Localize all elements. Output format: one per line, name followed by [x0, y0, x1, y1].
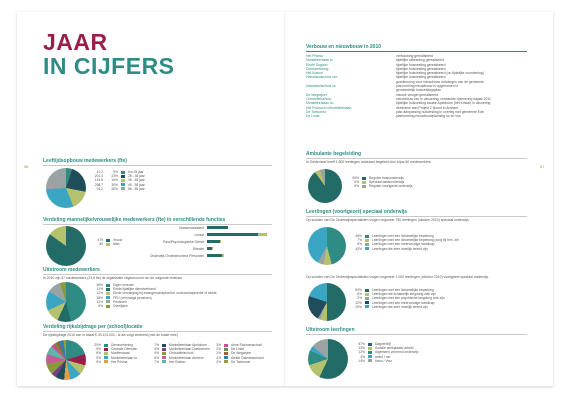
bar-vrouw	[207, 233, 258, 236]
ambulant-pie-chart	[308, 169, 342, 203]
build-location: Het Klabon	[306, 71, 323, 76]
legend-swatch	[224, 348, 228, 351]
build-status: verbouwing gerealiseerd	[396, 54, 433, 58]
legend-value: 143,5	[94, 178, 103, 183]
students-out-legend	[353, 342, 418, 363]
legend-percent: 20%	[94, 343, 101, 347]
build-location: Montelleenlaan to	[306, 58, 333, 63]
legend-label: Diensverlening	[111, 343, 133, 347]
legend-label: Leerlingen met een lichamelijke beperking	[372, 288, 434, 292]
legend-label: Leerlingen met een meervoudige handicap	[372, 242, 435, 247]
build-location: Hamalandschool so	[306, 84, 336, 89]
legend-label: 56 - 65 jaar	[128, 186, 145, 191]
legend-swatch	[162, 344, 166, 347]
legend-label: 26 - 35 jaar	[128, 174, 145, 179]
legend-percent: 42%	[355, 246, 362, 251]
build-status: nieuwe vleugel gerealiseerd	[396, 92, 439, 97]
legend-label: Leerlingen die zeer moeilijk lerend zijn	[372, 246, 428, 251]
build-location: Hamalandschool vso	[306, 75, 338, 80]
legend-percent: 4%	[154, 347, 159, 352]
legend-percent: 13%	[358, 346, 365, 351]
legend-value: 91,2	[96, 186, 103, 191]
build-status: tijdelijke huisvesting gerealiseerd	[396, 66, 446, 71]
legend-label: Einde tijdelijke dienstverband	[113, 287, 156, 292]
page-number-left: 56	[24, 164, 29, 169]
legend-percent: 7%	[357, 238, 362, 243]
page-number-right: 57	[540, 164, 545, 169]
legend-label: Speciaal basisonderwijs	[369, 180, 405, 185]
build-status: plan aanpassing huisvesting in overleg met gemeente Ede	[396, 109, 484, 114]
legend-item	[347, 184, 412, 188]
ambulant-subtitle: In Gelderland heeft 1 800 leerlingen ambulant begeleid door bijna 80 medewerkers.	[306, 160, 432, 164]
build-location: Eindh Support	[306, 62, 328, 67]
funding-legend-col-1	[89, 343, 137, 364]
legend-label: De Toekomst	[231, 359, 251, 364]
legend-value: 41,2	[96, 170, 103, 174]
legend-swatch	[368, 359, 372, 362]
legend-percent: 5%	[354, 180, 359, 185]
legend-value: 201,3	[94, 174, 103, 179]
legend-percent: 2%	[216, 351, 221, 356]
bar-label: Klassenassistent	[179, 225, 204, 230]
legend-label: Vrouw	[113, 238, 123, 242]
legend-percent: 2%	[216, 359, 221, 364]
legend-label: Mortierstraat	[111, 351, 130, 356]
build-location: Christoffelschool	[306, 96, 332, 101]
bar-label: Onderwijs Ondersteunend Personeel	[149, 253, 204, 258]
legend-label: De Wegwijzer	[231, 351, 252, 356]
legend-label: 46 - 55 jaar	[128, 182, 145, 187]
legend-swatch	[104, 356, 108, 359]
legend-percent: 5%	[357, 242, 362, 247]
legend-swatch	[106, 296, 110, 299]
build-location: Montelleenlaan so	[306, 101, 334, 106]
bar-man	[222, 254, 224, 257]
legend-percent: 30%	[111, 182, 118, 187]
bar-row	[129, 253, 273, 258]
legend-label: Man	[113, 242, 120, 247]
legend-item	[91, 187, 145, 191]
build-table	[306, 54, 491, 118]
legend-percent: 7%	[154, 359, 159, 364]
legend-percent: 90%	[352, 176, 359, 180]
legend-percent: 50%	[355, 288, 362, 292]
legend-percent: 12%	[358, 350, 365, 355]
legend-swatch	[121, 171, 125, 174]
legend-label: vmbo / mo	[375, 354, 391, 359]
title-line-1: JAAR	[43, 29, 108, 55]
legend-item	[147, 360, 210, 364]
legend-percent: 2%	[216, 347, 221, 352]
legend-swatch	[121, 187, 125, 190]
legend-swatch	[365, 243, 369, 246]
build-status: tijdelijke huisvesting locatie Apeldoorn (het Kristal) in uitvoering	[396, 101, 491, 106]
funding-legend-col-2	[147, 343, 210, 364]
build-status: gemeentelijk huisvestingsplan	[396, 88, 442, 93]
legend-swatch	[104, 348, 108, 351]
legend-percent: 16%	[96, 295, 103, 300]
gender-legend	[91, 238, 122, 246]
bar-row	[129, 239, 273, 244]
legend-swatch	[104, 344, 108, 347]
legend-label: FPU (vervroegd pensioen)	[113, 295, 152, 300]
legend-percent: 5%	[113, 170, 118, 174]
legend-label: Montelleenlaan to	[111, 355, 138, 360]
outflow-pie-chart	[46, 282, 86, 322]
build-status: tijdelijke uitbreiding gerealiseerd	[396, 58, 445, 63]
legend-label: Montelleenlaan Apeldoorn	[169, 343, 208, 347]
bar-man	[220, 240, 221, 243]
legend-percent: 20%	[355, 304, 362, 309]
legend-swatch	[106, 305, 110, 308]
legend-swatch	[368, 355, 372, 358]
bar-man	[258, 233, 267, 236]
legend-percent: 46%	[96, 283, 103, 287]
legend-percent: 11%	[96, 299, 103, 304]
build-status: planvorming nieuwbouwplanning so en vso	[396, 114, 461, 119]
legend-swatch	[121, 175, 125, 178]
legend-swatch	[162, 348, 166, 351]
legend-percent: 9%	[96, 347, 101, 352]
legend-value: 85	[99, 242, 103, 247]
legend-swatch	[224, 356, 228, 359]
students-out-heading: Uitstroom leerlingen	[306, 327, 355, 333]
brochure-spread	[17, 12, 553, 386]
legend-swatch	[104, 352, 108, 355]
legend-label: Montelleenlaan Arnhem	[169, 355, 204, 360]
ambulant-heading: Ambulante begeleiding	[306, 151, 362, 157]
primary-pie-chart	[308, 227, 346, 265]
legend-swatch	[224, 360, 228, 363]
legend-swatch	[365, 301, 369, 304]
outflow-heading: Uitstroom medewerkers	[43, 267, 100, 273]
legend-swatch	[106, 284, 110, 287]
bar-vrouw	[207, 254, 222, 257]
legend-item	[353, 359, 418, 363]
legend-swatch	[362, 185, 366, 188]
build-location: Het Prisma en Montelleenlaan	[306, 105, 352, 110]
legend-swatch	[162, 352, 166, 355]
legend-percent: 5%	[354, 184, 359, 189]
secondary-legend	[350, 288, 445, 309]
legend-percent: 3%	[216, 343, 221, 347]
legend-swatch	[365, 297, 369, 300]
build-status: tijdelijke huisvesting gerealiseerd (nu tijdelijke voorziening)	[396, 71, 484, 76]
legend-swatch	[104, 360, 108, 363]
bar-vrouw	[207, 240, 220, 243]
legend-label: Anne Flokroenschool	[231, 343, 262, 347]
bar-row	[129, 232, 273, 237]
legend-item	[91, 304, 217, 308]
legend-label: De Linde	[231, 347, 245, 352]
legend-label: Eigen verzoek	[113, 283, 134, 287]
legend-item	[91, 242, 122, 246]
legend-swatch	[368, 351, 372, 354]
legend-percent: 23%	[111, 174, 118, 179]
legend-swatch	[106, 239, 110, 242]
title-line-2: IN CIJFERS	[43, 53, 175, 79]
legend-percent: 57%	[358, 342, 365, 346]
legend-label: Leerlingen die zeer moeilijk lerend zijn	[372, 304, 428, 309]
legend-percent: 11%	[96, 287, 103, 292]
build-location: Diensverlening	[306, 66, 329, 71]
legend-percent: 5%	[98, 303, 103, 308]
secondary-pie-chart	[308, 283, 346, 321]
legend-label: Het Prisma	[111, 359, 128, 364]
legend-swatch	[106, 300, 110, 303]
legend-label: Havo / Vwo	[375, 358, 392, 363]
build-location: Het Prisma	[306, 54, 323, 58]
legend-swatch	[365, 293, 369, 296]
legend-label: Einde vervanging bij zwangerschapsverlof, ouderschapsverlof of ziekte	[113, 291, 217, 296]
legend-label: Leerlingen met een lichamelijke beperking	[372, 234, 434, 238]
build-location: De Linde	[306, 114, 320, 119]
bar-man	[212, 247, 213, 250]
legend-label: Sociale werkplaats/ arbeid	[375, 346, 414, 351]
legend-label: Regulier basisonderwijs	[369, 176, 404, 180]
age-pie-chart	[46, 168, 86, 208]
legend-swatch	[224, 344, 228, 347]
outflow-legend	[91, 283, 217, 308]
ambulant-legend	[347, 176, 412, 189]
legend-percent: 7%	[154, 343, 159, 347]
legend-item	[350, 305, 445, 309]
legend-label: Overlijden	[113, 303, 128, 308]
primary-subtitle: Op scholen van De Onderwijsspecialisten volgen ongeveer 750 leerlingen (oktober 2010) speciaal onderwijs.	[306, 218, 470, 222]
bar-label: Para/Psychologische Dienst	[162, 239, 204, 244]
legend-percent: 46%	[355, 234, 362, 238]
legend-label: Regulier voortgezet onderwijs	[369, 184, 413, 189]
spine-gutter	[284, 12, 286, 386]
build-status: planvorming nieuwbouw is opgenomen in	[396, 84, 459, 89]
legend-percent: 5%	[96, 359, 101, 364]
bar-label: Leraar	[194, 232, 204, 237]
legend-swatch	[224, 352, 228, 355]
build-status: deelname aan Project 2 Noord in Arnhem	[396, 105, 459, 110]
legend-label: 36 - 45 jaar	[128, 178, 145, 183]
funding-heading: Verdeling rijksbijdrage per (school)locatie	[43, 324, 143, 330]
secondary-subtitle: Op scholen van De Onderwijsspecialisten volgen ongeveer 1.000 leerlingen (oktober 2010) voortgezet speciaal onderwijs.	[306, 275, 490, 279]
legend-label: Montelleenlaan Doetinchem	[169, 347, 210, 352]
legend-percent: 16%	[111, 178, 118, 183]
legend-swatch	[121, 183, 125, 186]
legend-value: 479	[97, 238, 103, 242]
build-status: goedkeuring voor nieuwbouw ontvangen van de gemeente	[396, 79, 485, 84]
build-status: nieuwbouw vso in uitvoering, verwachte oplevering najaar 2011	[396, 96, 491, 101]
bar-row	[129, 246, 273, 251]
legend-percent: 26%	[111, 186, 118, 191]
legend-percent: 22%	[355, 300, 362, 305]
gender-bar-chart	[129, 225, 273, 261]
legend-item	[350, 247, 459, 251]
legend-item	[91, 291, 217, 295]
legend-percent: 9%	[96, 355, 101, 360]
age-heading: Leeftijdsopbouw medewerkers (fte)	[43, 158, 127, 164]
build-status: tijdelijke huisvesting gerealiseerd	[396, 62, 446, 67]
build-row	[306, 114, 491, 118]
legend-item	[209, 360, 264, 364]
outflow-subtitle: In 2010 zijn 37 medewerkers (23,6 fte) de organisatie uitgestroomd om de volgende redenen.	[43, 276, 184, 280]
build-status: tijdelijke huisvesting gerealiseerd	[396, 75, 446, 80]
legend-percent: 4%	[360, 354, 365, 359]
legend-label: Alelde Gaimansschool	[231, 355, 264, 360]
legend-percent: 9%	[154, 351, 159, 356]
legend-percent: 14%	[358, 358, 365, 363]
legend-swatch	[106, 288, 110, 291]
legend-label: Centrale Diensten	[111, 347, 138, 352]
legend-swatch	[365, 289, 369, 292]
legend-label: Dagverblijf	[375, 342, 391, 346]
build-location: De Toekomst	[306, 109, 326, 114]
legend-swatch	[162, 356, 166, 359]
age-legend	[91, 170, 145, 191]
legend-label: Leerlingen met een psychische langdurig ziek zijn	[372, 296, 445, 301]
legend-label: Leerlingen met een lichamelijke beperking (zorg bij hen, zie	[372, 238, 459, 243]
legend-label: Het Klabon	[169, 359, 186, 364]
funding-legend-col-3	[209, 343, 264, 364]
legend-percent: 11%	[96, 291, 103, 296]
bar-row	[129, 225, 273, 230]
legend-label: Algemeen vormend onderwijs	[375, 350, 419, 355]
legend-percent: 8%	[96, 351, 101, 356]
legend-value: 258,7	[94, 182, 103, 187]
legend-swatch	[365, 305, 369, 308]
legend-swatch	[362, 177, 366, 180]
legend-label: Leerlingen met een meervoudige handicap	[372, 300, 435, 305]
legend-label: Pensioen	[113, 299, 127, 304]
legend-percent: 4%	[216, 355, 221, 360]
legend-swatch	[368, 347, 372, 350]
build-location: De Wegwijzer	[306, 92, 327, 97]
legend-percent: 6%	[357, 292, 362, 297]
build-heading: Verbouw en nieuwbouw in 2010	[306, 44, 382, 50]
primary-legend	[350, 234, 459, 251]
legend-swatch	[121, 179, 125, 182]
legend-swatch	[365, 239, 369, 242]
bar-label: Directie	[192, 246, 204, 251]
legend-label: Leerlingen die lichamelijk langdurig ziek zijn	[372, 292, 436, 297]
primary-heading: Leerlingen (voortgezet) speciaal onderwijs	[306, 209, 408, 215]
legend-swatch	[362, 181, 366, 184]
legend-label: t/m 25 jaar	[128, 170, 144, 174]
legend-swatch	[368, 343, 372, 346]
funding-pie-chart	[46, 340, 86, 380]
gender-heading: Verdeling mannelijke/vrouwelijke medewerkers (fte) in verschillende functies	[43, 217, 226, 223]
bar-vrouw	[207, 226, 228, 229]
legend-item	[89, 360, 137, 364]
legend-swatch	[106, 243, 110, 246]
legend-percent: 8%	[154, 355, 159, 360]
gender-pie-chart	[46, 226, 86, 266]
legend-label: Christoffelschool	[169, 351, 194, 356]
legend-percent: 2%	[357, 296, 362, 301]
funding-subtitle: De rijksbijdrage 2010 van in totaal € 40.101.000,- is als volgt verdeeld (met de totale mee)	[43, 333, 178, 337]
legend-swatch	[162, 360, 166, 363]
legend-swatch	[365, 247, 369, 250]
students-out-pie-chart	[308, 339, 348, 379]
legend-swatch	[106, 292, 110, 295]
legend-swatch	[365, 235, 369, 238]
